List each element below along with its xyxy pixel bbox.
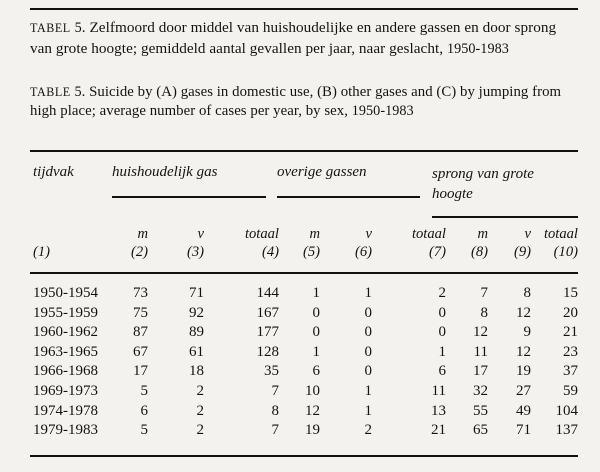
cell-value: 9: [523, 324, 531, 341]
cell-value: 5: [140, 383, 148, 399]
cell-value: 17: [133, 363, 148, 380]
subheader-1: m: [137, 226, 148, 242]
cell-value: 0: [438, 304, 446, 321]
cell-value: 0: [438, 324, 446, 341]
group-rule-2: [277, 196, 420, 198]
cell-value: 27: [516, 383, 531, 399]
cell-value: 20: [563, 304, 578, 321]
cell-value: 92: [189, 304, 204, 321]
cell-value: 6: [140, 402, 148, 419]
cell-value: 1: [364, 383, 372, 399]
cell-value: 0: [364, 363, 372, 380]
cell-value: 21: [563, 324, 578, 341]
cell-value: 10: [305, 383, 320, 399]
column-number-2: (2): [130, 244, 148, 260]
row-period: 1969-1973: [33, 383, 98, 399]
column-number-8: (8): [470, 244, 488, 260]
cell-value: 144: [256, 285, 279, 301]
cell-value: 1: [312, 343, 320, 360]
cell-value: 1: [438, 343, 446, 360]
table-top-rule: [30, 150, 578, 152]
caption-dutch-number: 5: [74, 20, 82, 36]
cell-value: 21: [431, 422, 446, 439]
cell-value: 2: [196, 402, 204, 419]
cell-value: 75: [133, 304, 148, 321]
cell-value: 0: [364, 304, 372, 321]
cell-value: 8: [271, 402, 279, 419]
column-number-10: (10): [553, 244, 578, 260]
cell-value: 89: [189, 324, 204, 341]
cell-value: 12: [473, 324, 488, 341]
cell-value: 13: [431, 402, 446, 419]
column-number-1: (1): [33, 244, 51, 260]
cell-value: 71: [516, 422, 531, 439]
header-bottom-rule: [30, 272, 578, 274]
group3-word-3: grote: [502, 166, 534, 182]
cell-value: 8: [480, 304, 488, 321]
cell-value: 2: [196, 422, 204, 439]
caption-english: [30, 83, 582, 122]
cell-value: 0: [312, 304, 320, 321]
group-header-overige-gassen: overige gassen: [277, 164, 367, 180]
cell-value: 73: [133, 285, 148, 301]
caption-english-number: 5: [74, 84, 82, 100]
column-number-4: (4): [261, 244, 279, 260]
cell-value: 18: [189, 363, 204, 380]
cell-value: 55: [473, 402, 488, 419]
column-number-6: (6): [354, 244, 372, 260]
group-header-huishoudelijk-gas: huishoudelijk gas: [112, 164, 218, 180]
caption-dutch-label: TABEL: [30, 21, 71, 35]
table-row: [0, 324, 600, 344]
caption-english-text: . Suicide by (A) gases in domestic use, (B) other gases and (C) by jumping from high place; average number of cases per year, by sex,: [30, 84, 562, 120]
table-row: [0, 403, 600, 423]
cell-value: 12: [516, 304, 531, 321]
row-period: 1950-1954: [33, 285, 98, 301]
table-row: [0, 305, 600, 325]
table-bottom-rule: [30, 455, 578, 457]
caption-english-years: 1950-1983: [351, 103, 414, 120]
cell-value: 59: [563, 383, 578, 399]
group-header-sprong-van-grote-hoogte: [432, 164, 580, 204]
group3-word-4: hoogte: [432, 186, 473, 202]
cell-value: 167: [256, 304, 279, 321]
cell-value: 11: [473, 343, 488, 360]
table-row: [0, 383, 600, 403]
cell-value: 12: [516, 343, 531, 360]
subheader-8: v: [524, 226, 531, 242]
cell-value: 15: [563, 285, 578, 301]
column-number-3: (3): [186, 244, 204, 260]
cell-value: 5: [140, 422, 148, 439]
cell-value: 17: [473, 363, 488, 380]
cell-value: 32: [473, 383, 488, 399]
cell-value: 19: [305, 422, 320, 439]
cell-value: 19: [516, 363, 531, 380]
row-period: 1979-1983: [33, 422, 98, 439]
column-header-tijdvak: tijdvak: [33, 164, 74, 180]
cell-value: 177: [256, 324, 279, 341]
row-period: 1955-1959: [33, 304, 98, 321]
cell-value: 87: [133, 324, 148, 341]
column-number-5: (5): [302, 244, 320, 260]
cell-value: 2: [438, 285, 446, 301]
cell-value: 104: [555, 402, 578, 419]
cell-value: 8: [523, 285, 531, 301]
cell-value: 1: [312, 285, 320, 301]
cell-value: 0: [312, 324, 320, 341]
cell-value: 67: [133, 343, 148, 360]
cell-value: 71: [189, 285, 204, 301]
subheader-5: v: [365, 226, 372, 242]
row-period: 1966-1968: [33, 363, 98, 380]
subheader-2: v: [197, 226, 204, 242]
cell-value: 2: [196, 383, 204, 399]
caption-dutch-years: 1950-1983: [446, 40, 509, 57]
cell-value: 128: [256, 343, 279, 360]
cell-value: 37: [563, 363, 578, 380]
table-row: [0, 363, 600, 383]
cell-value: 0: [364, 343, 372, 360]
cell-value: 2: [364, 422, 372, 439]
cell-value: 1: [364, 285, 372, 301]
table-row: [0, 344, 600, 364]
subheader-9: totaal: [543, 226, 578, 242]
cell-value: 1: [364, 402, 372, 419]
table-row: [0, 285, 600, 305]
cell-value: 7: [271, 383, 279, 399]
cell-value: 6: [438, 363, 446, 380]
cell-value: 35: [264, 363, 279, 380]
caption-dutch: [30, 18, 582, 59]
subheader-4: m: [309, 226, 320, 242]
column-number-9: (9): [513, 244, 531, 260]
column-number-7: (7): [428, 244, 446, 260]
caption-english-label: TABLE: [30, 85, 71, 99]
cell-value: 61: [189, 343, 204, 360]
subheader-7: m: [477, 226, 488, 242]
group3-word-2: van: [477, 166, 499, 182]
subheader-6: totaal: [411, 226, 446, 242]
cell-value: 6: [312, 363, 320, 380]
cell-value: 23: [563, 343, 578, 360]
cell-value: 137: [555, 422, 578, 439]
group-rule-1: [112, 196, 266, 198]
cell-value: 0: [364, 324, 372, 341]
caption-dutch-text: . Zelfmoord door middel van huishoudelijke en andere gassen en door sprong van grote hoogte; gemiddeld aantal gevallen per jaar, naar geslacht,: [30, 19, 557, 57]
row-period: 1963-1965: [33, 343, 98, 360]
group-rule-3: [432, 216, 578, 218]
cell-value: 12: [305, 402, 320, 419]
cell-value: 7: [480, 285, 488, 301]
cell-value: 65: [473, 422, 488, 439]
top-rule: [30, 8, 578, 10]
cell-value: 7: [271, 422, 279, 439]
row-period: 1974-1978: [33, 402, 98, 419]
row-period: 1960-1962: [33, 324, 98, 341]
cell-value: 49: [516, 402, 531, 419]
subheader-3: totaal: [244, 226, 279, 242]
table-row: [0, 422, 600, 442]
group3-word-1: sprong: [432, 166, 474, 182]
cell-value: 11: [431, 383, 446, 399]
